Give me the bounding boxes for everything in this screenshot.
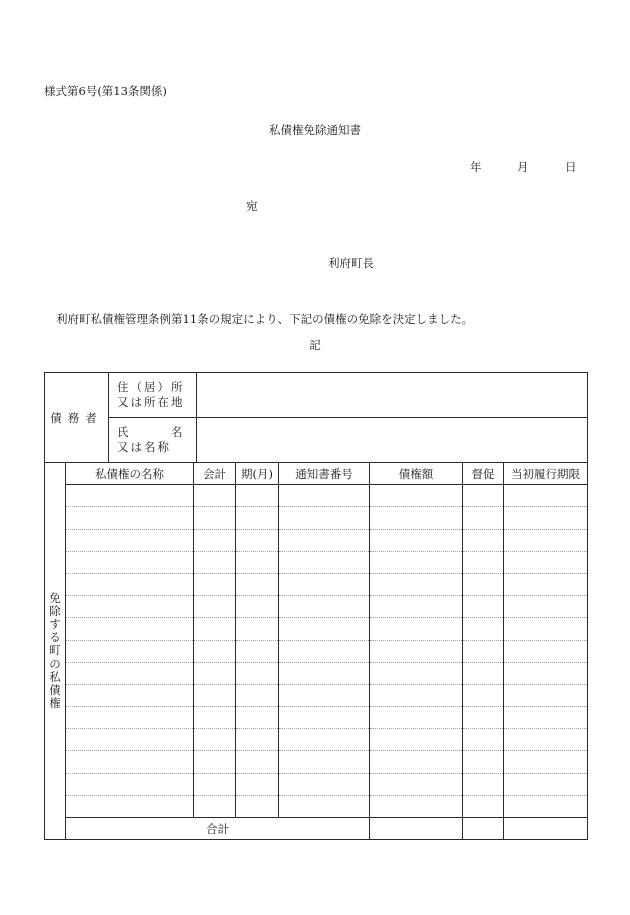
claim-amount-cell[interactable] bbox=[370, 662, 463, 684]
notice-body-text: 利府町私債権管理条例第11条の規定により、下記の債権の免除を決定しました。 bbox=[56, 312, 474, 326]
notice-number-cell[interactable] bbox=[279, 596, 370, 618]
col-original-due-date: 当初履行期限 bbox=[504, 463, 588, 485]
address-label-line1: 住（居）所 bbox=[117, 380, 185, 395]
account-cell[interactable] bbox=[194, 640, 236, 662]
notice-number-cell[interactable] bbox=[279, 773, 370, 795]
period-cell[interactable] bbox=[236, 529, 279, 551]
claim-name-cell[interactable] bbox=[66, 795, 194, 817]
claim-row bbox=[45, 751, 588, 773]
reminder-cell[interactable] bbox=[463, 507, 504, 529]
debtor-label: 債務者 bbox=[45, 373, 109, 463]
reminder-cell[interactable] bbox=[463, 573, 504, 595]
account-cell[interactable] bbox=[194, 684, 236, 706]
col-reminder: 督促 bbox=[463, 463, 504, 485]
ki-heading: 記 bbox=[309, 338, 321, 352]
exemption-side-label-cell bbox=[45, 463, 66, 840]
reminder-cell[interactable] bbox=[463, 596, 504, 618]
document-title: 私債権免除通知書 bbox=[269, 123, 361, 137]
addressee-suffix: 宛 bbox=[246, 199, 258, 213]
period-cell[interactable] bbox=[236, 684, 279, 706]
claim-row bbox=[45, 573, 588, 595]
notice-number-cell[interactable] bbox=[279, 684, 370, 706]
reminder-cell[interactable] bbox=[463, 684, 504, 706]
claim-name-cell[interactable] bbox=[66, 640, 194, 662]
period-cell[interactable] bbox=[236, 507, 279, 529]
claim-amount-cell[interactable] bbox=[370, 640, 463, 662]
col-period: 期(月) bbox=[236, 463, 279, 485]
claim-amount-cell[interactable] bbox=[370, 529, 463, 551]
claim-name-cell[interactable] bbox=[66, 773, 194, 795]
total-label: 合計 bbox=[66, 818, 370, 840]
claim-name-cell[interactable] bbox=[66, 618, 194, 640]
claim-row bbox=[45, 551, 588, 573]
claim-row bbox=[45, 507, 588, 529]
claim-row bbox=[45, 729, 588, 751]
notice-number-cell[interactable] bbox=[279, 707, 370, 729]
claim-amount-cell[interactable] bbox=[370, 729, 463, 751]
claim-amount-cell[interactable] bbox=[370, 795, 463, 817]
claim-amount-cell[interactable] bbox=[370, 618, 463, 640]
notice-number-cell[interactable] bbox=[279, 795, 370, 817]
notice-number-cell[interactable] bbox=[279, 640, 370, 662]
col-claim-name: 私債権の名称 bbox=[66, 463, 194, 485]
claim-row bbox=[45, 596, 588, 618]
original-due-date-cell[interactable] bbox=[504, 485, 588, 507]
account-cell[interactable] bbox=[194, 729, 236, 751]
original-due-date-cell[interactable] bbox=[504, 596, 588, 618]
claim-amount-cell[interactable] bbox=[370, 773, 463, 795]
period-cell[interactable] bbox=[236, 596, 279, 618]
claim-row bbox=[45, 618, 588, 640]
notice-number-cell[interactable] bbox=[279, 529, 370, 551]
period-cell[interactable] bbox=[236, 640, 279, 662]
claim-name-cell[interactable] bbox=[66, 729, 194, 751]
account-cell[interactable] bbox=[194, 618, 236, 640]
address-label-line2: 又は所在地 bbox=[117, 395, 185, 409]
original-due-date-cell[interactable] bbox=[504, 618, 588, 640]
notice-number-cell[interactable] bbox=[279, 618, 370, 640]
name-label-line2: 又は名称 bbox=[117, 440, 171, 454]
claim-amount-cell[interactable] bbox=[370, 485, 463, 507]
claim-name-cell[interactable] bbox=[66, 507, 194, 529]
original-due-date-cell[interactable] bbox=[504, 640, 588, 662]
account-cell[interactable] bbox=[194, 485, 236, 507]
account-cell[interactable] bbox=[194, 596, 236, 618]
claim-row bbox=[45, 485, 588, 507]
form-number-label: 様式第6号(第13条関係) bbox=[44, 84, 167, 98]
claim-row bbox=[45, 773, 588, 795]
claim-name-cell[interactable] bbox=[66, 551, 194, 573]
period-cell[interactable] bbox=[236, 485, 279, 507]
notice-number-cell[interactable] bbox=[279, 485, 370, 507]
period-cell[interactable] bbox=[236, 707, 279, 729]
date-day-label: 日 bbox=[565, 160, 577, 174]
address-label-cell bbox=[109, 373, 197, 418]
reminder-cell[interactable] bbox=[463, 529, 504, 551]
reminder-cell[interactable] bbox=[463, 707, 504, 729]
period-cell[interactable] bbox=[236, 573, 279, 595]
account-cell[interactable] bbox=[194, 529, 236, 551]
claims-total-row bbox=[45, 818, 588, 840]
reminder-cell[interactable] bbox=[463, 795, 504, 817]
claim-row bbox=[45, 795, 588, 817]
notice-number-cell[interactable] bbox=[279, 573, 370, 595]
claim-amount-cell[interactable] bbox=[370, 596, 463, 618]
claim-row bbox=[45, 707, 588, 729]
claim-name-cell[interactable] bbox=[66, 684, 194, 706]
claim-name-cell[interactable] bbox=[66, 485, 194, 507]
notice-number-cell[interactable] bbox=[279, 751, 370, 773]
original-due-date-cell[interactable] bbox=[504, 707, 588, 729]
reminder-cell[interactable] bbox=[463, 551, 504, 573]
total-due-date-cell[interactable] bbox=[504, 818, 588, 840]
period-cell[interactable] bbox=[236, 773, 279, 795]
account-cell[interactable] bbox=[194, 795, 236, 817]
col-account: 会計 bbox=[194, 463, 236, 485]
claim-name-cell[interactable] bbox=[66, 751, 194, 773]
address-value-cell[interactable] bbox=[197, 373, 588, 418]
claim-amount-cell[interactable] bbox=[370, 551, 463, 573]
claim-name-cell[interactable] bbox=[66, 529, 194, 551]
issuer-name: 利府町長 bbox=[328, 256, 374, 270]
claim-name-cell[interactable] bbox=[66, 707, 194, 729]
exemption-side-label: 免除する町の私債権 bbox=[49, 590, 61, 711]
claim-row bbox=[45, 662, 588, 684]
original-due-date-cell[interactable] bbox=[504, 751, 588, 773]
original-due-date-cell[interactable] bbox=[504, 573, 588, 595]
claim-row bbox=[45, 529, 588, 551]
period-cell[interactable] bbox=[236, 662, 279, 684]
claims-header-row bbox=[45, 463, 588, 485]
reminder-cell[interactable] bbox=[463, 773, 504, 795]
claim-amount-cell[interactable] bbox=[370, 751, 463, 773]
reminder-cell[interactable] bbox=[463, 618, 504, 640]
account-cell[interactable] bbox=[194, 573, 236, 595]
total-amount-cell[interactable] bbox=[370, 818, 463, 840]
claim-name-cell[interactable] bbox=[66, 662, 194, 684]
claim-amount-cell[interactable] bbox=[370, 684, 463, 706]
notice-number-cell[interactable] bbox=[279, 662, 370, 684]
reminder-cell[interactable] bbox=[463, 751, 504, 773]
period-cell[interactable] bbox=[236, 551, 279, 573]
period-cell[interactable] bbox=[236, 618, 279, 640]
notice-number-cell[interactable] bbox=[279, 507, 370, 529]
original-due-date-cell[interactable] bbox=[504, 684, 588, 706]
claim-amount-cell[interactable] bbox=[370, 507, 463, 529]
account-cell[interactable] bbox=[194, 707, 236, 729]
account-cell[interactable] bbox=[194, 551, 236, 573]
account-cell[interactable] bbox=[194, 507, 236, 529]
original-due-date-cell[interactable] bbox=[504, 551, 588, 573]
original-due-date-cell[interactable] bbox=[504, 729, 588, 751]
original-due-date-cell[interactable] bbox=[504, 662, 588, 684]
claim-amount-cell[interactable] bbox=[370, 707, 463, 729]
original-due-date-cell[interactable] bbox=[504, 795, 588, 817]
claim-name-cell[interactable] bbox=[66, 573, 194, 595]
original-due-date-cell[interactable] bbox=[504, 507, 588, 529]
period-cell[interactable] bbox=[236, 751, 279, 773]
name-label-line1: 氏 名 bbox=[117, 425, 185, 440]
claim-row bbox=[45, 684, 588, 706]
reminder-cell[interactable] bbox=[463, 729, 504, 751]
reminder-cell[interactable] bbox=[463, 485, 504, 507]
claim-row bbox=[45, 640, 588, 662]
name-label-cell bbox=[109, 418, 197, 463]
original-due-date-cell[interactable] bbox=[504, 773, 588, 795]
debtor-table bbox=[44, 372, 588, 463]
col-notice-number: 通知書番号 bbox=[279, 463, 370, 485]
total-reminder-cell[interactable] bbox=[463, 818, 504, 840]
claim-amount-cell[interactable] bbox=[370, 573, 463, 595]
reminder-cell[interactable] bbox=[463, 662, 504, 684]
period-cell[interactable] bbox=[236, 795, 279, 817]
claim-name-cell[interactable] bbox=[66, 596, 194, 618]
claims-table bbox=[44, 462, 588, 840]
col-claim-amount: 債権額 bbox=[370, 463, 463, 485]
reminder-cell[interactable] bbox=[463, 640, 504, 662]
date-month-label: 月 bbox=[517, 160, 529, 174]
name-value-cell[interactable] bbox=[197, 418, 588, 463]
account-cell[interactable] bbox=[194, 773, 236, 795]
account-cell[interactable] bbox=[194, 751, 236, 773]
notice-number-cell[interactable] bbox=[279, 551, 370, 573]
date-year-label: 年 bbox=[470, 160, 482, 174]
original-due-date-cell[interactable] bbox=[504, 529, 588, 551]
account-cell[interactable] bbox=[194, 662, 236, 684]
period-cell[interactable] bbox=[236, 729, 279, 751]
notice-number-cell[interactable] bbox=[279, 729, 370, 751]
